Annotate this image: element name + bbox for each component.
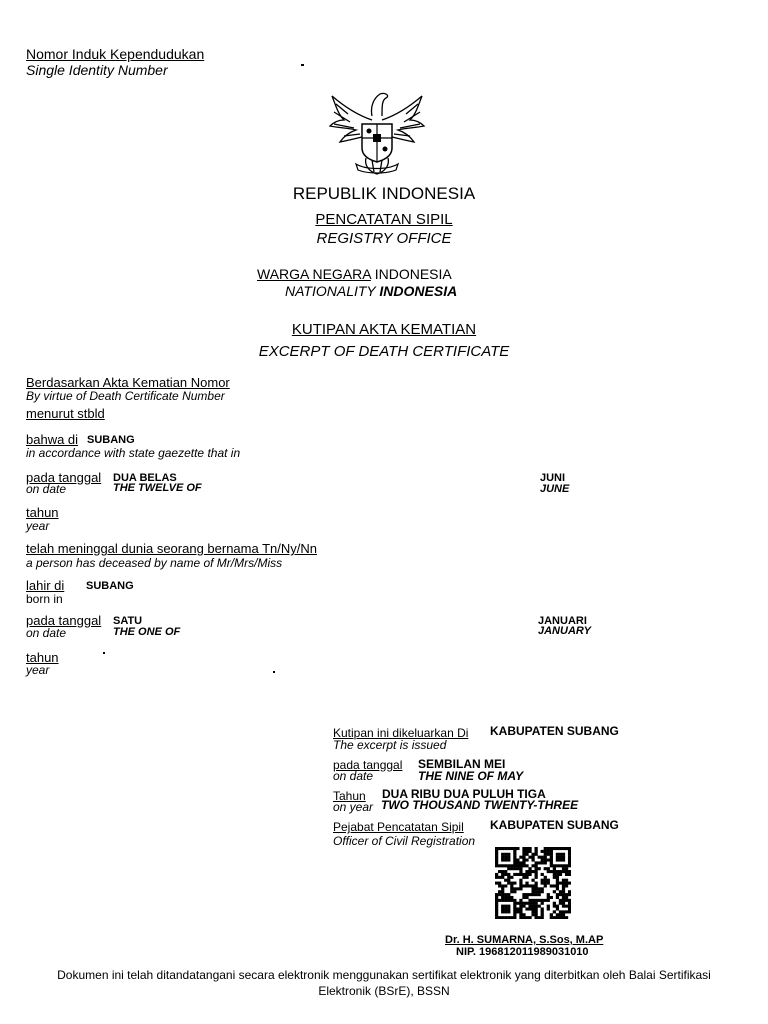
officer-value: KABUPATEN SUBANG — [490, 818, 619, 832]
year-label: tahun — [26, 505, 59, 520]
signatory-name: Dr. H. SUMARNA, S.Sos, M.AP — [445, 934, 604, 946]
nationality-label: NATIONALITY — [285, 283, 376, 299]
office-title: PENCATATAN SIPIL — [315, 211, 453, 228]
office-title-en: REGISTRY OFFICE — [316, 230, 452, 247]
issue-date-value: SEMBILAN MEI — [418, 757, 506, 771]
nik-label: Nomor Induk Kependudukan — [26, 46, 205, 62]
issue-date-value-en: THE NINE OF MAY — [418, 769, 524, 783]
date-label: pada tanggal — [26, 470, 102, 485]
date-label-en: on date — [26, 482, 67, 496]
issued-label: Kutipan ini dikeluarkan Di — [333, 726, 469, 740]
footer-line-2: Elektronik (BSrE), BSSN — [318, 984, 450, 998]
place-label: bahwa di — [26, 432, 79, 447]
officer-label-en: Officer of Civil Registration — [333, 834, 476, 848]
birth-year-label-en: year — [26, 663, 50, 677]
issue-date-label: pada tanggal — [333, 758, 403, 772]
signatory-nip: NIP. 196812011989031010 — [456, 946, 589, 958]
issue-year-value-en: TWO THOUSAND TWENTY-THREE — [381, 798, 579, 812]
birthplace-value: SUBANG — [86, 580, 134, 592]
deceased-label-en: a person has deceased by name of Mr/Mrs/Miss — [26, 556, 283, 570]
stbld-label: menurut stbld — [26, 406, 105, 421]
scan-speck — [273, 671, 275, 673]
cert-no-label-en: By virtue of Death Certificate Number — [26, 389, 225, 403]
date-month: JUNI — [540, 472, 566, 484]
birth-day-en: THE ONE OF — [113, 626, 181, 638]
nationality-value: INDONESIA — [379, 283, 458, 299]
issue-year-value: DUA RIBU DUA PULUH TIGA — [382, 787, 546, 801]
citizenship-label: WARGA NEGARA — [257, 266, 371, 282]
birth-date-label: pada tanggal — [26, 613, 102, 628]
birth-month-en: JANUARY — [538, 625, 591, 637]
footer-line-1: Dokumen ini telah ditandatangani secara elektronik menggunakan sertifikat elektronik yang diterbitkan oleh Balai Sertifikasi — [57, 968, 711, 982]
deceased-label: telah meninggal dunia seorang bernama Tn/Ny/Nn — [26, 541, 317, 556]
birth-month: JANUARI — [538, 615, 587, 627]
officer-label: Pejabat Pencatatan Sipil — [333, 820, 464, 834]
date-day: DUA BELAS — [113, 472, 177, 484]
place-value: SUBANG — [87, 434, 135, 446]
issue-year-label: Tahun — [333, 789, 366, 803]
birth-date-label-en: on date — [26, 626, 67, 640]
birth-day: SATU — [113, 615, 143, 627]
citizenship-line — [257, 266, 452, 282]
nik-label-en: Single Identity Number — [26, 62, 168, 78]
birth-year-label: tahun — [26, 650, 59, 665]
birthplace-label: lahir di — [26, 578, 65, 593]
issue-date-label-en: on date — [333, 769, 374, 783]
scan-speck — [301, 64, 304, 66]
year-label-en: year — [26, 519, 50, 533]
place-label-en: in accordance with state gaezette that in — [26, 446, 241, 460]
birthplace-label-en: born in — [26, 592, 63, 606]
document-title: KUTIPAN AKTA KEMATIAN — [291, 321, 477, 338]
date-month-en: JUNE — [540, 483, 570, 495]
country-title: REPUBLIK INDONESIA — [292, 184, 476, 203]
issue-year-label-en: on year — [333, 800, 374, 814]
scan-speck — [103, 652, 105, 654]
nationality-line — [285, 283, 457, 299]
document-title-en: EXCERPT OF DEATH CERTIFICATE — [258, 343, 510, 360]
issued-value: KABUPATEN SUBANG — [490, 724, 619, 738]
garuda-emblem-icon — [326, 86, 428, 178]
date-day-en: THE TWELVE OF — [113, 482, 202, 494]
citizenship-value: INDONESIA — [374, 266, 452, 282]
qr-code-icon — [495, 847, 571, 919]
issued-label-en: The excerpt is issued — [333, 738, 447, 752]
cert-no-label: Berdasarkan Akta Kematian Nomor — [26, 375, 230, 390]
